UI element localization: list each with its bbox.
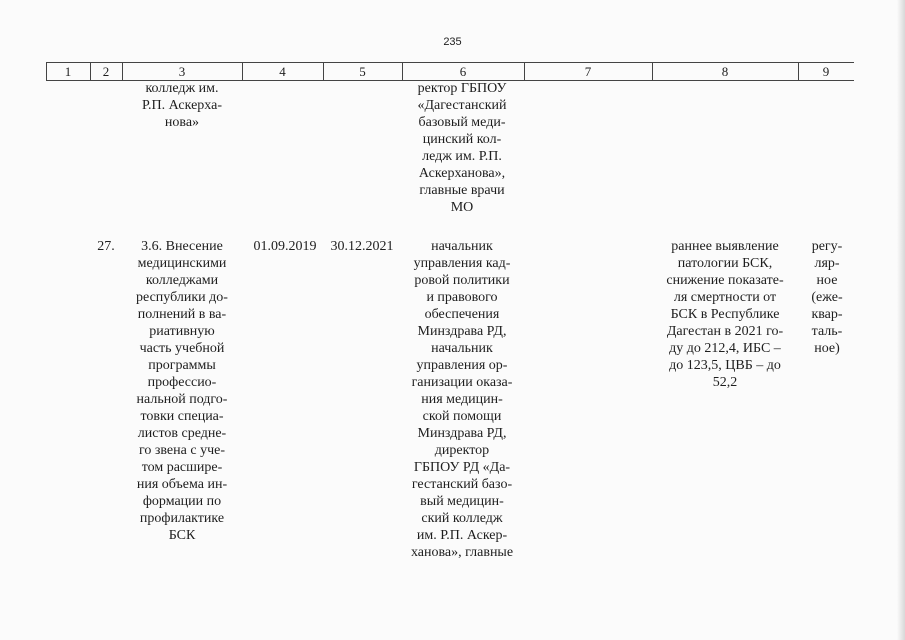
activity-cell: 3.6. Внесение медицинскими колледжами республики до- полнений в ва- риативную часть учебной программы профессио- нальной подго- товки специа- листов средне- го звена с уче- том расшире- ния объема ин- формации по профилактике БСК: [136, 239, 228, 543]
column-header-3: 3: [178, 64, 186, 79]
responsible-cell: начальник управления кад- ровой политики и правового обеспечения Минздрава РД, начальник управления ор- ганизации оказа- ния медицин- ской помощи Минздрава РД, директор ГБПОУ РД «Да- гестанский базо- вый медицин- ский колледж им. Р.П. Аскер- ханова», главные: [410, 239, 514, 560]
page-number: 235: [443, 36, 462, 48]
column-header-9: 9: [822, 64, 830, 79]
column-header-7: 7: [584, 64, 592, 79]
row-number-cell: 27.: [97, 239, 115, 254]
start-date-cell: 01.09.2019: [253, 239, 317, 254]
end-date-cell: 30.12.2021: [330, 239, 394, 254]
table-header-row: [46, 62, 854, 81]
periodicity-cell: регу- ляр- ное (еже- квар- таль- ное): [811, 239, 843, 356]
column-header-6: 6: [459, 64, 467, 79]
scan-edge-shadow: [897, 0, 905, 640]
activity-cell: колледж им. Р.П. Аскерха- нова»: [142, 81, 222, 130]
responsible-cell: ректор ГБПОУ «Дагестанский базовый меди- цинский кол- ледж им. Р.П. Аскерханова», главные врачи МО: [417, 81, 507, 215]
column-header-2: 2: [102, 64, 110, 79]
column-header-8: 8: [721, 64, 729, 79]
expected-result-cell: раннее выявление патологии БСК, снижение показате- ля смертности от БСК в Республике Дагестан в 2021 го- ду до 212,4, ИБС – до 123,5, ЦВБ – до 52,2: [666, 239, 784, 390]
column-header-4: 4: [279, 64, 286, 79]
column-header-5: 5: [359, 64, 366, 79]
column-header-1: 1: [64, 64, 72, 79]
